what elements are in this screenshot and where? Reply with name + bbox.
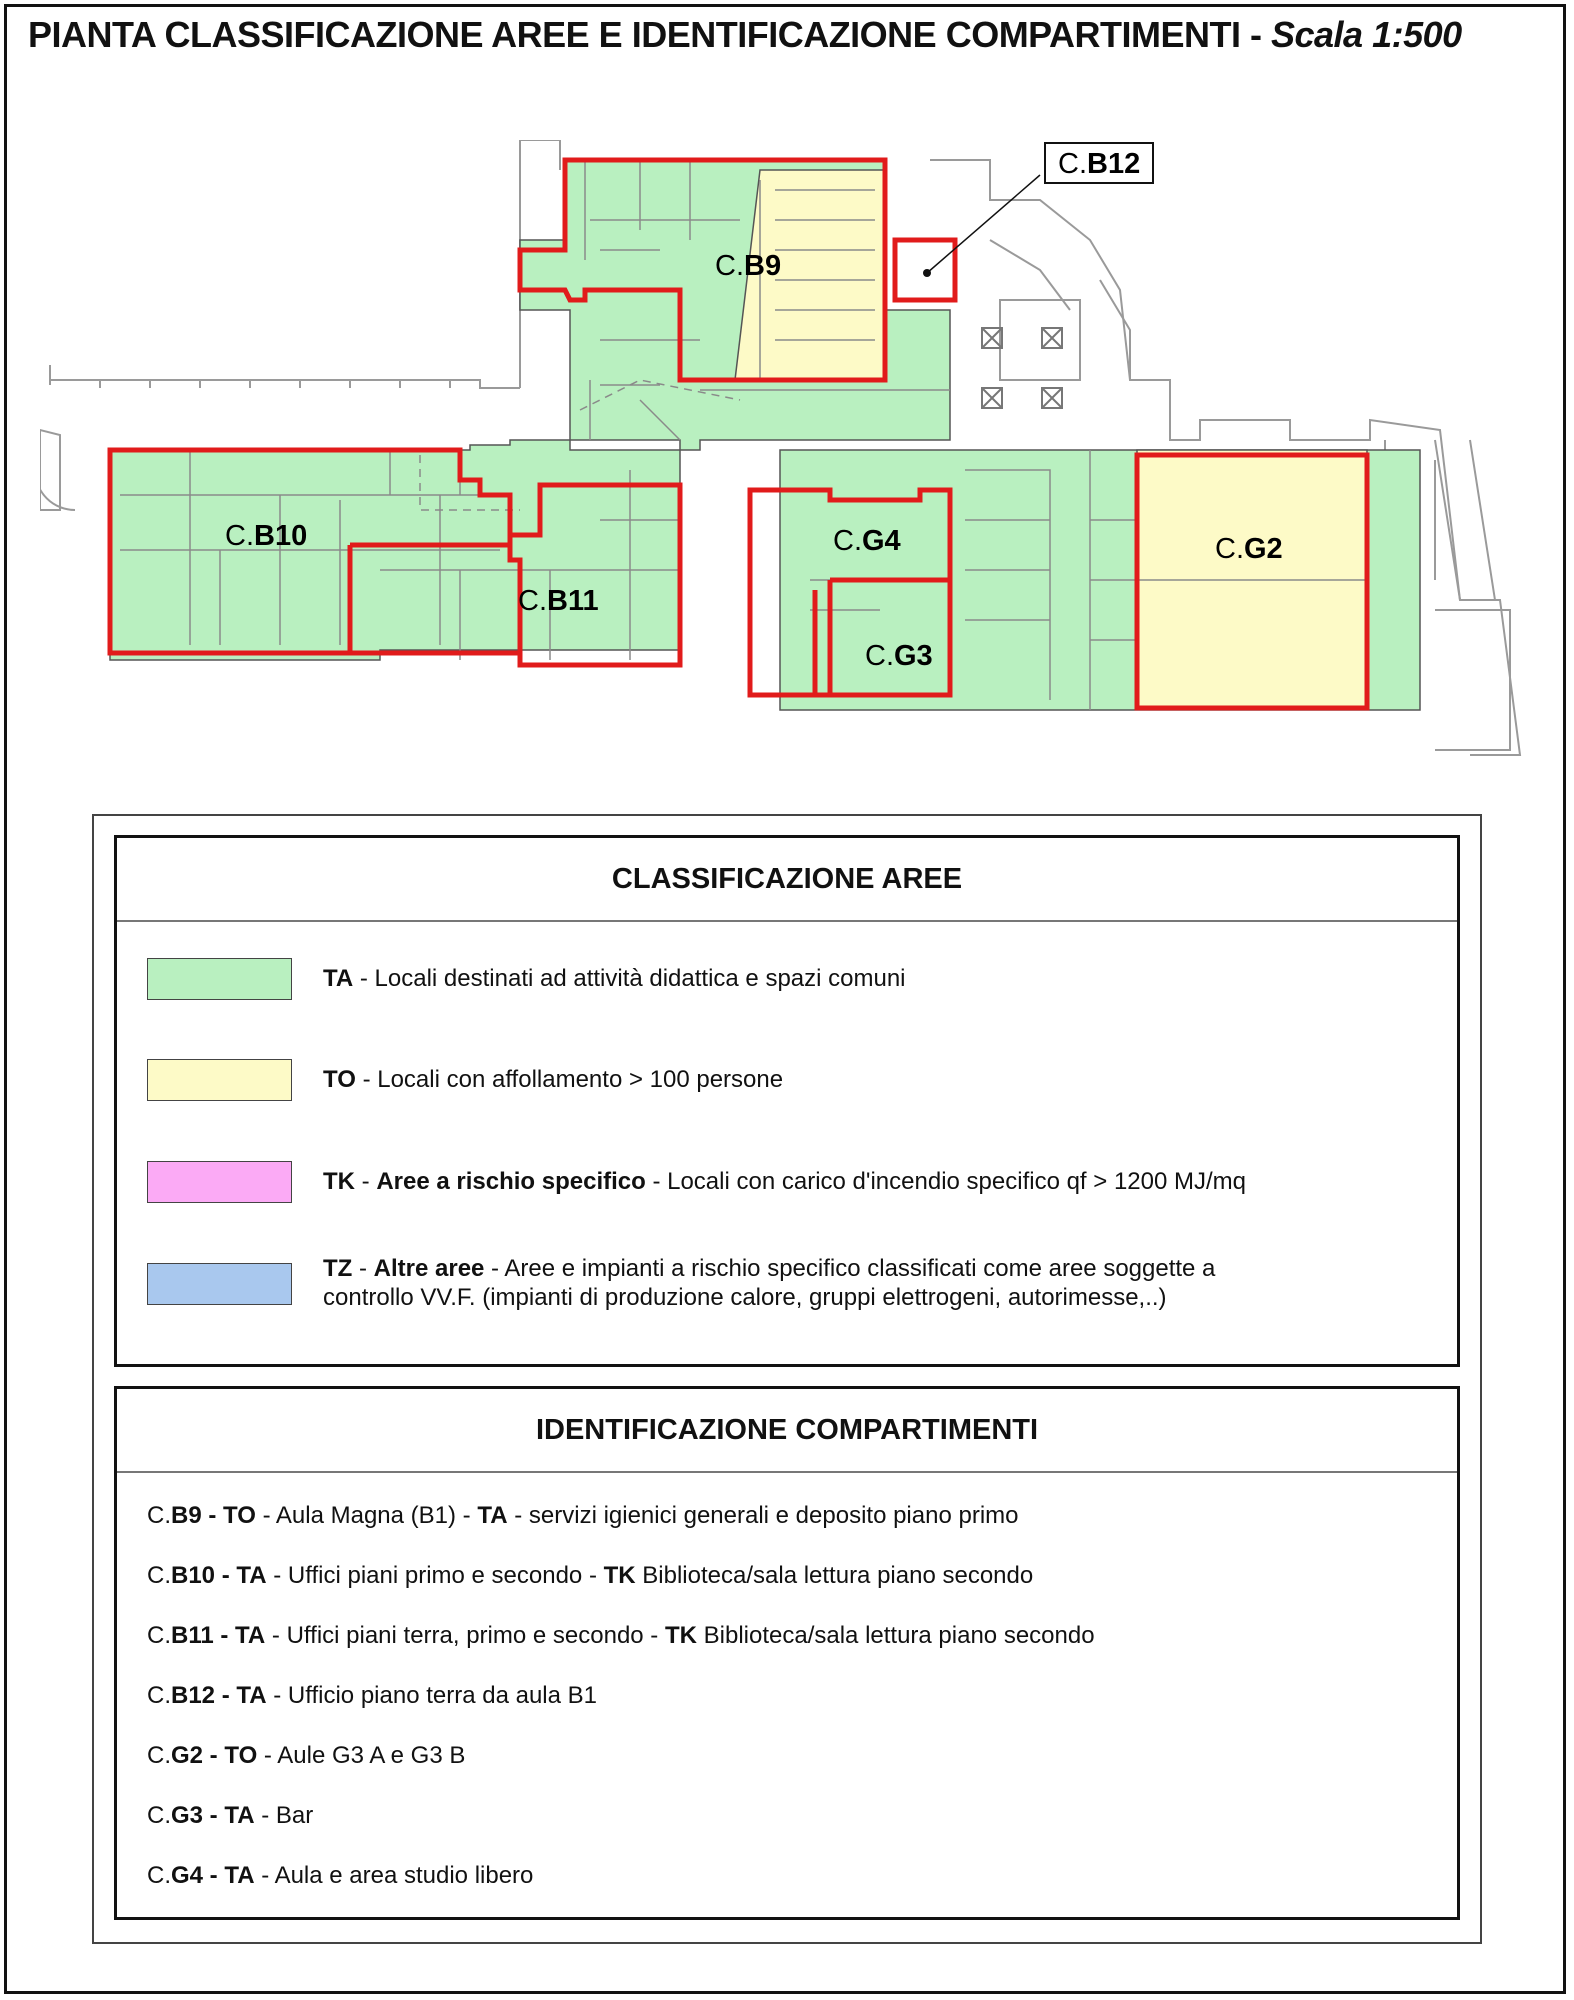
title-separator: -: [1240, 14, 1271, 55]
label-g4: C.G4: [833, 525, 901, 557]
legend-text-tz: TZ - Altre aree - Aree e impianti a rischio specifico classificati come aree soggette a controllo VV.F. (impianti di produzione calore, gruppi elettrogeni, autorimesse,..): [323, 1255, 1216, 1311]
legend-text-ta: TA - Locali destinati ad attività didattica e spazi comuni: [323, 965, 906, 992]
compartment-item: C.B9 - TO - Aula Magna (B1) - TA - servizi igienici generali e deposito piano primo: [147, 1502, 1019, 1529]
compartment-item: C.G3 - TA - Bar: [147, 1802, 314, 1829]
swatch-tk: [147, 1161, 292, 1203]
page-title: [28, 14, 1548, 64]
identificazione-panel: [114, 1386, 1460, 1920]
label-b9: C.B9: [715, 250, 782, 282]
compartment-item: C.B11 - TA - Uffici piani terra, primo e secondo - TK Biblioteca/sala lettura piano secondo: [147, 1622, 1095, 1649]
compartment-item: C.G2 - TO - Aule G3 A e G3 B: [147, 1742, 466, 1769]
compartment-item: C.G4 - TA - Aula e area studio libero: [147, 1862, 534, 1889]
label-b10: C.B10: [225, 520, 308, 552]
label-g2: C.G2: [1215, 533, 1283, 565]
swatch-to: [147, 1059, 292, 1101]
classificazione-heading: CLASSIFICAZIONE AREE: [117, 838, 1457, 922]
compartment-item: C.B10 - TA - Uffici piani primo e secondo - TK Biblioteca/sala lettura piano secondo: [147, 1562, 1034, 1589]
label-b12: C.B12: [1058, 148, 1141, 180]
lift-symbols: [982, 328, 1062, 408]
legend-text-tk: TK - Aree a rischio specifico - Locali con carico d'incendio specifico qf > 1200 MJ/mq: [323, 1168, 1247, 1195]
title-main: PIANTA CLASSIFICAZIONE AREE E IDENTIFICAZIONE COMPARTIMENTI: [28, 14, 1241, 55]
label-g3: C.G3: [865, 640, 933, 672]
swatch-ta: [147, 958, 292, 1000]
identificazione-heading: IDENTIFICAZIONE COMPARTIMENTI: [117, 1389, 1457, 1473]
label-b11: C.B11: [518, 585, 599, 617]
floor-plan-drawing: [40, 140, 1540, 780]
floor-plan: [40, 140, 1540, 780]
swatch-tz: [147, 1263, 292, 1305]
compartment-item: C.B12 - TA - Ufficio piano terra da aula B1: [147, 1682, 597, 1709]
title-scale: Scala 1:500: [1271, 14, 1462, 55]
classificazione-panel: [114, 835, 1460, 1367]
legend-text-to: TO - Locali con affollamento > 100 persone: [323, 1066, 784, 1093]
